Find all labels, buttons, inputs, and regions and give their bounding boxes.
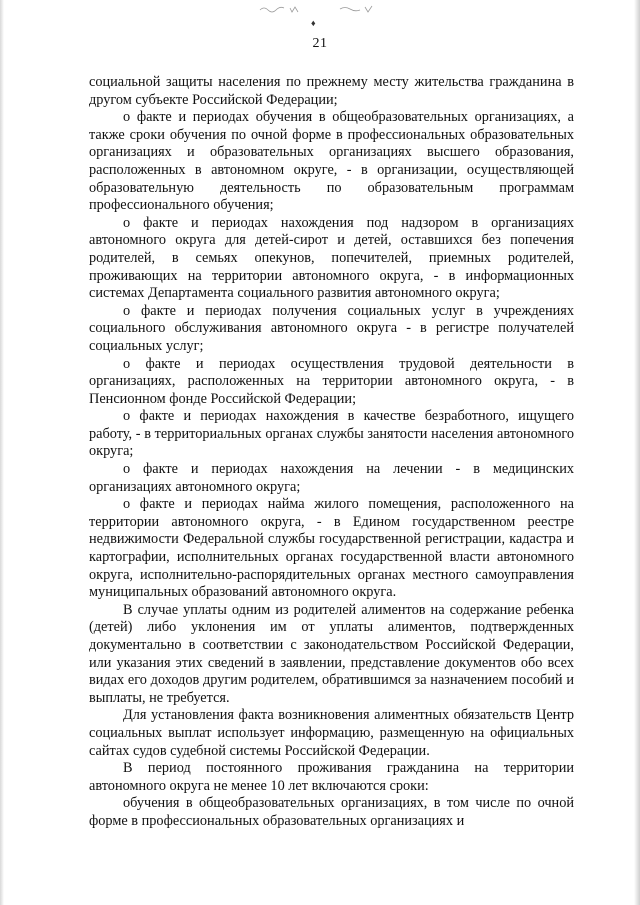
paragraph: В случае уплаты одним из родителей алиментов на содержание ребенка (детей) либо уклонения им от уплаты алиментов, подтвержденных документально в соответствии с законодательством Российской Федерации, или указания этих сведений в заявлении, представление документов обо всех видах его доходов другим родителем, обратившимся за назначением пособий и выплаты, не требуется. (89, 601, 574, 706)
paragraph: о факте и периодах нахождения в качестве безработного, ищущего работу, - в территориальных органах службы занятости населения автономного округа; (89, 408, 574, 460)
scan-edge-right (634, 0, 640, 905)
paragraph: В период постоянного проживания гражданина на территории автономного округа не менее 10 лет включаются сроки: (89, 760, 574, 794)
paragraph: о факте и периодах осуществления трудовой деятельности в организациях, расположенных на территории автономного округа, - в Пенсионном фонде Российской Федерации; (89, 355, 574, 407)
document-body (89, 74, 574, 831)
paragraph: о факте и периодах обучения в общеобразовательных организациях, а также сроки обучения по очной форме в профессиональных образовательных организациях и образовательных организациях высшего образования, расположенных в автономном округе, - в организации, осуществляющей образовательную деятельность по образовательным программам профессионального обучения; (89, 109, 574, 214)
page-number: 21 (312, 36, 328, 51)
scan-edge-left (0, 0, 4, 905)
faint-stamp-marks (250, 2, 390, 16)
paragraph: Для установления факта возникновения алиментных обязательств Центр социальных выплат использует информацию, размещенную на официальных сайтах судов судебной системы Российской Федерации. (89, 707, 574, 759)
paragraph: о факте и периодах найма жилого помещения, расположенного на территории автономного округа, - в Едином государственном реестре недвижимости Федеральной службы государственной регистрации, кадастра и картографии, исполнительных органах государственной власти автономного округа, исполнительно-распорядительных органах местного самоуправления муниципальных образований автономного округа. (89, 496, 574, 601)
paragraph: обучения в общеобразовательных организациях, в том числе по очной форме в профессиональных образовательных организациях и (89, 795, 574, 829)
paragraph: о факте и периодах получения социальных услуг в учреждениях социального обслуживания автономного округа - в регистре получателей социальных услуг; (89, 302, 574, 354)
dot-mark: ♦ (311, 18, 316, 28)
paragraph: социальной защиты населения по прежнему месту жительства гражданина в другом субъекте Российской Федерации; (89, 74, 574, 108)
paragraph: о факте и периодах нахождения под надзором в организациях автономного округа для детей-сирот и детей, оставшихся без попечения родителей, в семьях опекунов, попечителей, приемных родителей, проживающих на территории автономного округа, - в информационных системах Департамента социального развития автономного округа; (89, 214, 574, 302)
paragraph: о факте и периодах нахождения на лечении - в медицинских организациях автономного округа; (89, 461, 574, 495)
